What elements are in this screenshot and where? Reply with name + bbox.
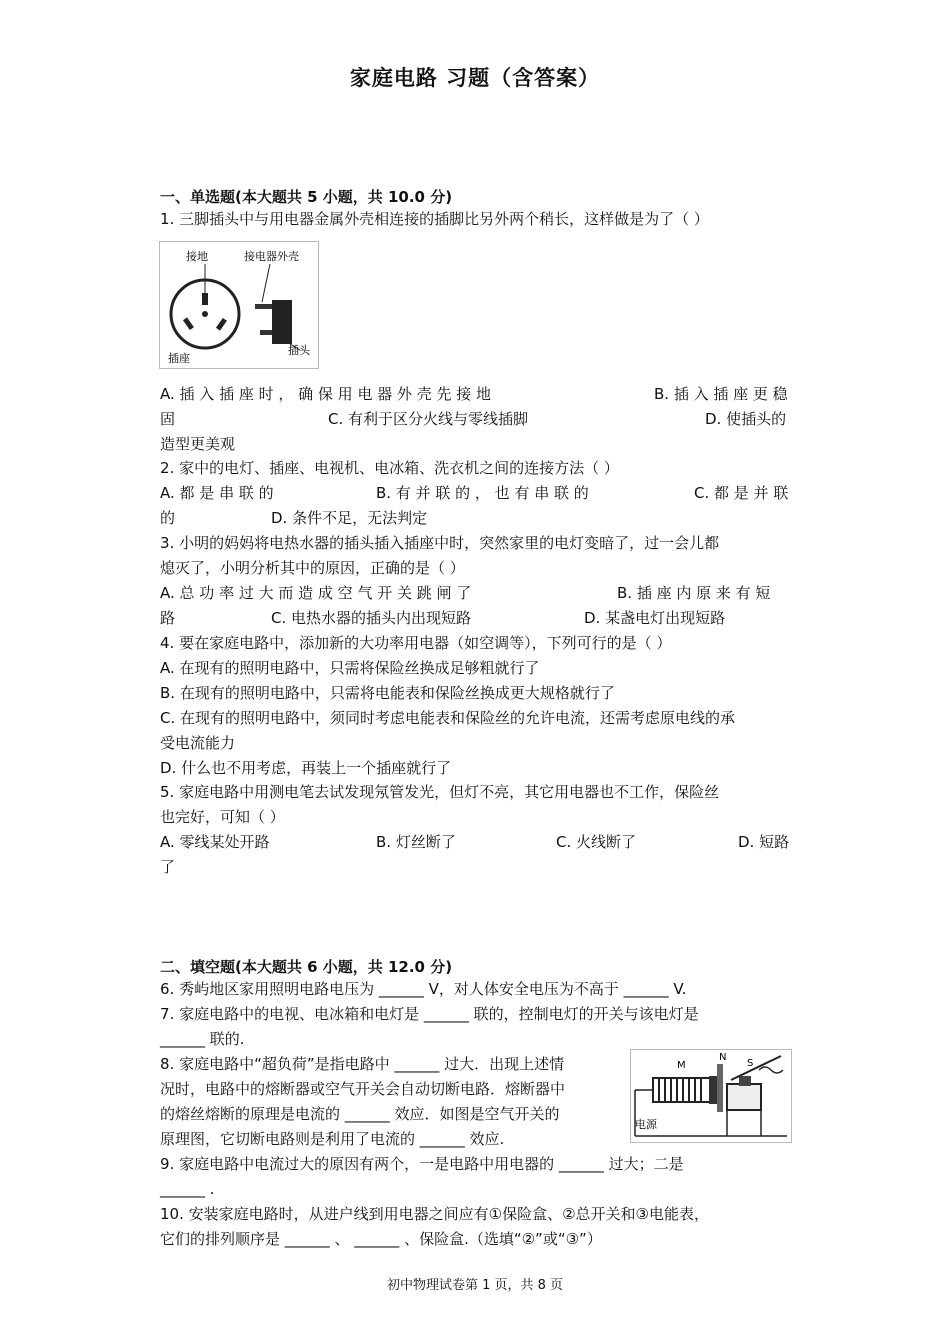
q4-stem: 4. 要在家庭电路中，添加新的大功率用电器（如空调等），下列可行的是（ ） xyxy=(160,634,672,652)
q1-stem: 1. 三脚插头中与用电器金属外壳相连接的插脚比另外两个稍长，这样做是为了（ ） xyxy=(160,210,709,228)
q1-option-d: D. 使插头的 xyxy=(705,410,787,428)
q2-options-row2 xyxy=(160,506,792,531)
q1-options-row1 xyxy=(160,382,792,407)
section-2-heading: 二、填空题(本大题共 6 小题，共 12.0 分) xyxy=(160,958,453,976)
q4-option-a: A. 在现有的照明电路中，只需将保险丝换成足够粗就行了 xyxy=(160,659,540,677)
s-label: S xyxy=(747,1058,754,1069)
q5-option-d: D. 短路 xyxy=(738,833,790,851)
q3-option-b-cont: 路 xyxy=(160,609,176,627)
q3-stem-line2: 熄灭了，小明分析其中的原因，正确的是（ ） xyxy=(160,559,465,577)
q2-options-row1 xyxy=(160,481,792,506)
q1-option-b-cont: 固 xyxy=(160,410,176,428)
q5-options-row1 xyxy=(160,830,792,855)
q2-option-b: B. 有 并 联 的 ， 也 有 串 联 的 xyxy=(376,484,589,502)
ground-label: 接地 xyxy=(186,250,208,263)
q8-line2: 况时，电路中的熔断器或空气开关会自动切断电路．熔断器中 xyxy=(160,1080,566,1098)
q10-line2: 它们的排列顺序是 ______ 、 ______ 、保险盒.（选填“②”或“③”） xyxy=(160,1230,602,1248)
q5-option-a: A. 零线某处开路 xyxy=(160,833,270,851)
q8-line1: 8. 家庭电路中“超负荷”是指电路中 ______ 过大．出现上述情 xyxy=(160,1055,565,1073)
q8-line3: 的熔丝熔断的原理是电流的 ______ 效应．如图是空气开关的 xyxy=(160,1105,560,1123)
q5-stem-line1: 5. 家庭电路中用测电笔去试发现氖管发光，但灯不亮，其它用电器也不工作，保险丝 xyxy=(160,783,720,801)
page-footer: 初中物理试卷第 1 页，共 8 页 xyxy=(386,1278,564,1293)
q3-options-row1 xyxy=(160,581,792,606)
q10-line1: 10. 安装家庭电路时，从进户线到用电器之间应有①保险盒、②总开关和③电能表， xyxy=(160,1205,709,1223)
q4-option-c-cont: 受电流能力 xyxy=(160,734,236,752)
page-title: 家庭电路 习题（含答案） xyxy=(349,66,601,90)
q2-option-d: D. 条件不足，无法判定 xyxy=(271,509,428,527)
shell-label: 接电器外壳 xyxy=(244,250,299,263)
q3-stem-line1: 3. 小明的妈妈将电热水器的插头插入插座中时，突然家里的电灯变暗了，过一会儿都 xyxy=(160,534,720,552)
q3-option-c: C. 电热水器的插头内出现短路 xyxy=(271,609,472,627)
air-switch-figure xyxy=(630,1049,792,1143)
plug-label: 插头 xyxy=(288,344,310,357)
q9-line2: ______ . xyxy=(160,1180,215,1198)
q3-option-b: B. 插 座 内 原 来 有 短 xyxy=(617,584,771,602)
q1-option-a: A. 插 入 插 座 时 ， 确 保 用 电 器 外 壳 先 接 地 xyxy=(160,385,492,403)
q2-option-c-cont: 的 xyxy=(160,509,176,527)
q5-stem-line2: 也完好，可知（ ） xyxy=(160,808,285,826)
q3-options-row2 xyxy=(160,606,792,631)
section-1-heading: 一、单选题(本大题共 5 小题，共 10.0 分) xyxy=(160,188,453,206)
plug-socket-drawing xyxy=(160,242,318,368)
socket-label: 插座 xyxy=(168,352,190,365)
q1-option-c: C. 有利于区分火线与零线插脚 xyxy=(328,410,529,428)
n-label: N xyxy=(719,1052,727,1063)
q7-line2: ______ 联的. xyxy=(160,1030,245,1048)
m-label: M xyxy=(677,1060,686,1071)
q4-option-b: B. 在现有的照明电路中，只需将电能表和保险丝换成更大规格就行了 xyxy=(160,684,615,702)
q6-text: 6. 秀屿地区家用照明电路电压为 ______ V，对人体安全电压为不高于 ______ V. xyxy=(160,980,687,998)
q2-stem: 2. 家中的电灯、插座、电视机、电冰箱、洗衣机之间的连接方法（ ） xyxy=(160,459,619,477)
q1-option-d-cont: 造型更美观 xyxy=(160,435,236,453)
q3-option-a: A. 总 功 率 过 大 而 造 成 空 气 开 关 跳 闸 了 xyxy=(160,584,472,602)
q4-option-c: C. 在现有的照明电路中，须同时考虑电能表和保险丝的允许电流，还需考虑原电线的承 xyxy=(160,709,736,727)
q1-options-row2 xyxy=(160,407,792,432)
power-label: 电源 xyxy=(635,1118,657,1131)
air-switch-drawing xyxy=(631,1050,791,1142)
q5-option-d-cont: 了 xyxy=(160,858,176,876)
q2-option-c: C. 都 是 并 联 xyxy=(694,484,789,502)
q4-option-d: D. 什么也不用考虑，再装上一个插座就行了 xyxy=(160,759,452,777)
q3-option-d: D. 某盏电灯出现短路 xyxy=(584,609,726,627)
q8-line4: 原理图，它切断电路则是利用了电流的 ______ 效应. xyxy=(160,1130,505,1148)
q5-option-c: C. 火线断了 xyxy=(556,833,637,851)
q2-option-a: A. 都 是 串 联 的 xyxy=(160,484,274,502)
q5-option-b: B. 灯丝断了 xyxy=(376,833,456,851)
q9-line1: 9. 家庭电路中电流过大的原因有两个，一是电路中用电器的 ______ 过大；二是 xyxy=(160,1155,684,1173)
plug-socket-figure xyxy=(159,241,319,369)
q1-option-b: B. 插 入 插 座 更 稳 xyxy=(654,385,788,403)
q7-line1: 7. 家庭电路中的电视、电冰箱和电灯是 ______ 联的，控制电灯的开关与该电灯是 xyxy=(160,1005,699,1023)
